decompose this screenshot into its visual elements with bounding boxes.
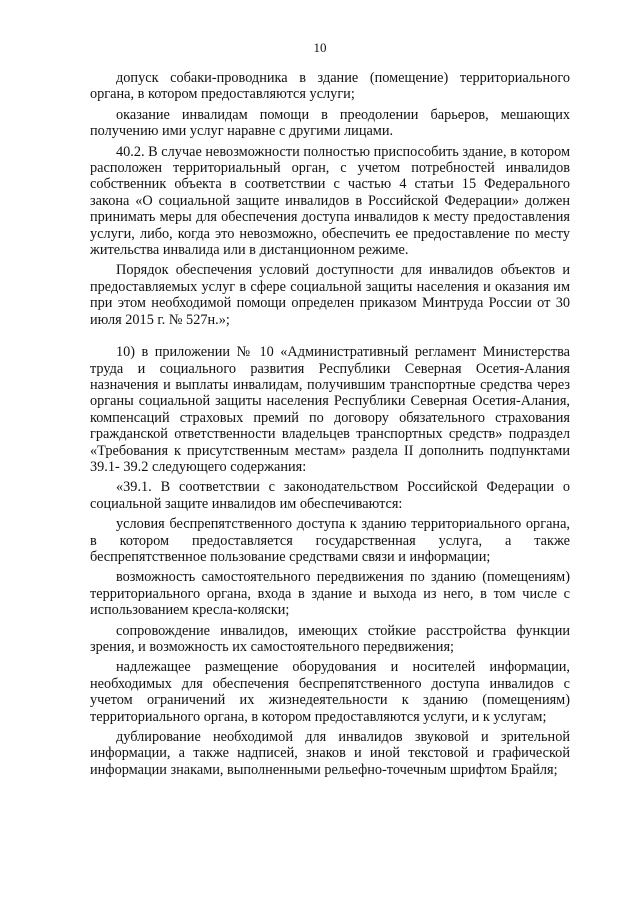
paragraph: «39.1. В соответствии с законодательством Российской Федерации о социальной защите инвалидов им обеспечиваются: bbox=[90, 479, 570, 512]
paragraph: оказание инвалидам помощи в преодолении барьеров, мешающих получению ими услуг наравне с другими лицами. bbox=[90, 106, 570, 140]
document-body bbox=[90, 70, 570, 782]
paragraph: 10) в приложении № 10 «Административный регламент Министерства труда и социального развития Республики Северная Осетия-Алания назначения и выплаты инвалидам, получившим транспортные средства через органы социальной защиты населения Республики Северная Осетия-Алания, компенсаций страховых премий по договору обязательного страхования гражданской ответственности владельцев транспортных средств» подраздел «Требования к присутственным местам» раздела II дополнить подпунктами 39.1- 39.2 следующего содержания: bbox=[90, 344, 570, 475]
paragraph: дублирование необходимой для инвалидов звуковой и зрительной информации, а также надписей, знаков и иной текстовой и графической информации знаками, выполненными рельефно-точечным шрифтом Брайля; bbox=[90, 729, 570, 778]
paragraph: надлежащее размещение оборудования и носителей информации, необходимых для обеспечения беспрепятственного доступа инвалидов с учетом ограничений их жизнедеятельности к зданию (помещениям) территориального органа, в котором предоставляются услуги, и к услугам; bbox=[90, 659, 570, 725]
paragraph: Порядок обеспечения условий доступности для инвалидов объектов и предоставляемых услуг в сфере социальной защиты населения и оказания им при этом необходимой помощи определен приказом Минтруда России от 30 июля 2015 г. № 527н.»; bbox=[90, 262, 570, 328]
paragraph: 40.2. В случае невозможности полностью приспособить здание, в котором расположен территориальный орган, с учетом потребностей инвалидов собственник объекта в соответствии с частью 4 статьи 15 Федерального закона «О социальной защите инвалидов в Российской Федерации» должен принимать меры для обеспечения доступа инвалидов к месту предоставления услуги, либо, когда это невозможно, обеспечить ее предоставление по месту жительства инвалида или в дистанционном режиме. bbox=[90, 143, 570, 259]
page-number: 10 bbox=[313, 40, 327, 55]
paragraph: сопровождение инвалидов, имеющих стойкие расстройства функции зрения, и возможность их самостоятельного передвижения; bbox=[90, 622, 570, 655]
paragraph: условия беспрепятственного доступа к зданию территориального органа, в котором предоставляется государственная услуга, а также беспрепятственное пользование средствами связи и информации; bbox=[90, 516, 570, 565]
paragraph: допуск собаки-проводника в здание (помещение) территориального органа, в котором предоставляются услуги; bbox=[90, 70, 570, 103]
paragraph: возможность самостоятельного передвижения по зданию (помещениям) территориального органа, входа в здание и выхода из него, в том числе с использованием кресла-коляски; bbox=[90, 569, 570, 619]
